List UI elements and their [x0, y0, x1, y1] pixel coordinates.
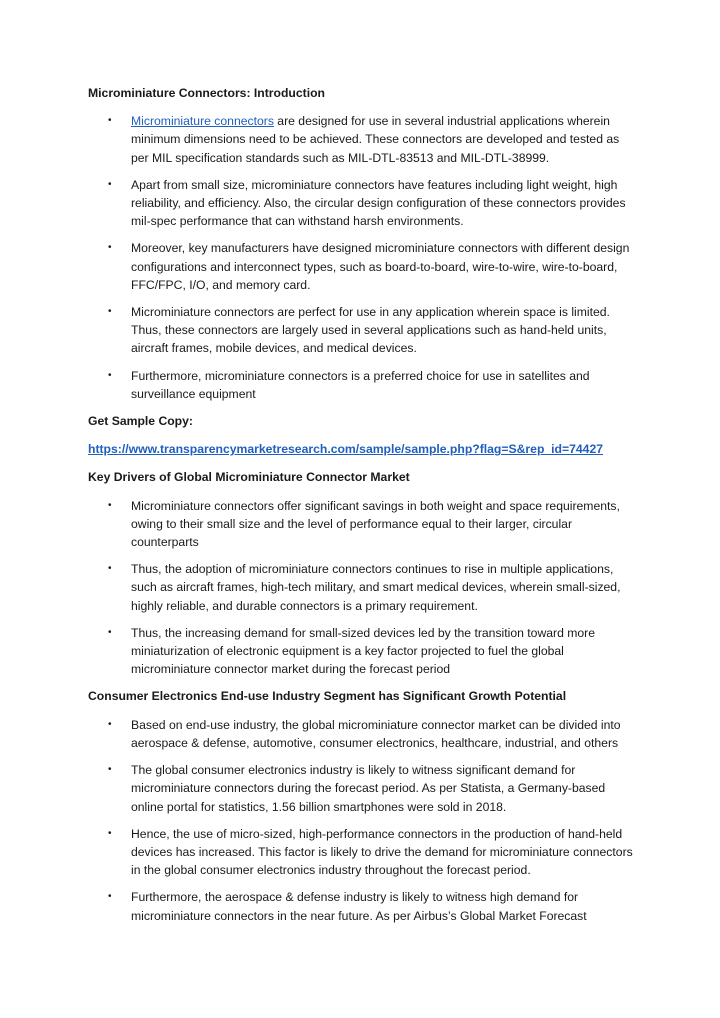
bullet-icon: • [108, 499, 112, 511]
list-item [88, 825, 636, 880]
list-item [88, 497, 636, 552]
bullet-icon: • [108, 115, 112, 127]
list-item [88, 888, 636, 924]
bullet-icon: • [108, 626, 112, 638]
bullet-text: Furthermore, microminiature connectors is a preferred choice for use in satellites and surveillance equipment [131, 368, 590, 401]
bullet-text: are designed for use in several industrial applications wherein minimum dimensions need to be achieved. These connectors are developed and tested as per MIL specification standards such as MIL-DTL-83513 and MIL-DTL-38999. [131, 114, 620, 165]
consumer-bullet-list [88, 716, 636, 925]
list-item [88, 367, 636, 403]
bullet-icon: • [108, 891, 112, 903]
bullet-text: Thus, the adoption of microminiature connectors continues to rise in multiple applications, such as aircraft frames, high-tech military, and smart medical devices, wherein small-sized, highly reliable, and durable connectors is a primary requirement. [131, 562, 621, 613]
sample-link-paragraph [88, 440, 636, 458]
intro-bullet-list [88, 112, 636, 403]
bullet-text: Furthermore, the aerospace & defense industry is likely to witness high demand for microminiature connectors in the near future. As per Airbus’s Global Market Forecast [131, 890, 587, 923]
bullet-icon: • [108, 718, 112, 730]
bullet-icon: • [108, 178, 112, 190]
section-heading-introduction: Microminiature Connectors: Introduction [88, 86, 325, 100]
section-heading-sample-copy: Get Sample Copy: [88, 414, 193, 429]
bullet-icon: • [108, 764, 112, 776]
bullet-icon: • [108, 242, 112, 254]
bullet-text: The global consumer electronics industry is likely to witness significant demand for microminiature connectors during the forecast period. As per Statista, a Germany-based online portal for statistics, 1.56 billion smartphones were sold in 2018. [131, 763, 606, 814]
bullet-text: Moreover, key manufacturers have designed microminiature connectors with different design configurations and interconnect types, such as board-to-board, wire-to-wire, wire-to-board, FFC/FPC, I/O, and memory card. [131, 241, 630, 292]
list-item [88, 176, 636, 231]
list-item [88, 761, 636, 816]
bullet-icon: • [108, 369, 112, 381]
list-item [88, 112, 636, 167]
bullet-text: Hence, the use of micro-sized, high-performance connectors in the production of hand-held devices has increased. This factor is likely to drive the demand for microminiature connectors in the global consumer electronics industry throughout the forecast period. [131, 826, 633, 878]
list-item [88, 624, 636, 679]
list-item [88, 239, 636, 294]
drivers-bullet-list [88, 497, 636, 679]
bullet-text: Microminiature connectors offer significant savings in both weight and space requirements, owing to their small size and the level of performance equal to their larger, circular counterparts [131, 498, 620, 550]
bullet-text: Apart from small size, microminiature connectors have features including light weight, high reliability, and efficiency. Also, the circular design configuration of these connectors provides mil-spec performance that can withstand harsh environments. [131, 177, 626, 229]
bullet-text: Based on end-use industry, the global microminiature connector market can be divided into aerospace & defense, automotive, consumer electronics, healthcare, industrial, and others [131, 717, 621, 750]
bullet-text: Microminiature connectors are perfect for use in any application wherein space is limited. Thus, these connectors are largely used in several applications such as hand-held units, aircraft frames, mobile devices, and medical devices. [131, 305, 610, 356]
list-item [88, 303, 636, 358]
section-heading-consumer-electronics: Consumer Electronics End-use Industry Segment has Significant Growth Potential [88, 689, 567, 704]
bullet-icon: • [108, 306, 112, 318]
sample-copy-link[interactable]: https://www.transparencymarketresearch.com/sample/sample.php?flag=S&rep_id=74427 [88, 442, 604, 457]
list-item [88, 716, 636, 752]
bullet-text: Thus, the increasing demand for small-sized devices led by the transition toward more miniaturization of electronic equipment is a key factor projected to fuel the global microminiature connector market during the forecast period [131, 625, 596, 677]
document-body [88, 84, 636, 934]
microminiature-connectors-link[interactable]: Microminiature connectors [131, 114, 274, 129]
section-heading-key-drivers: Key Drivers of Global Microminiature Connector Market [88, 470, 410, 485]
bullet-icon: • [108, 563, 112, 575]
list-item [88, 560, 636, 615]
bullet-icon: • [108, 827, 112, 839]
